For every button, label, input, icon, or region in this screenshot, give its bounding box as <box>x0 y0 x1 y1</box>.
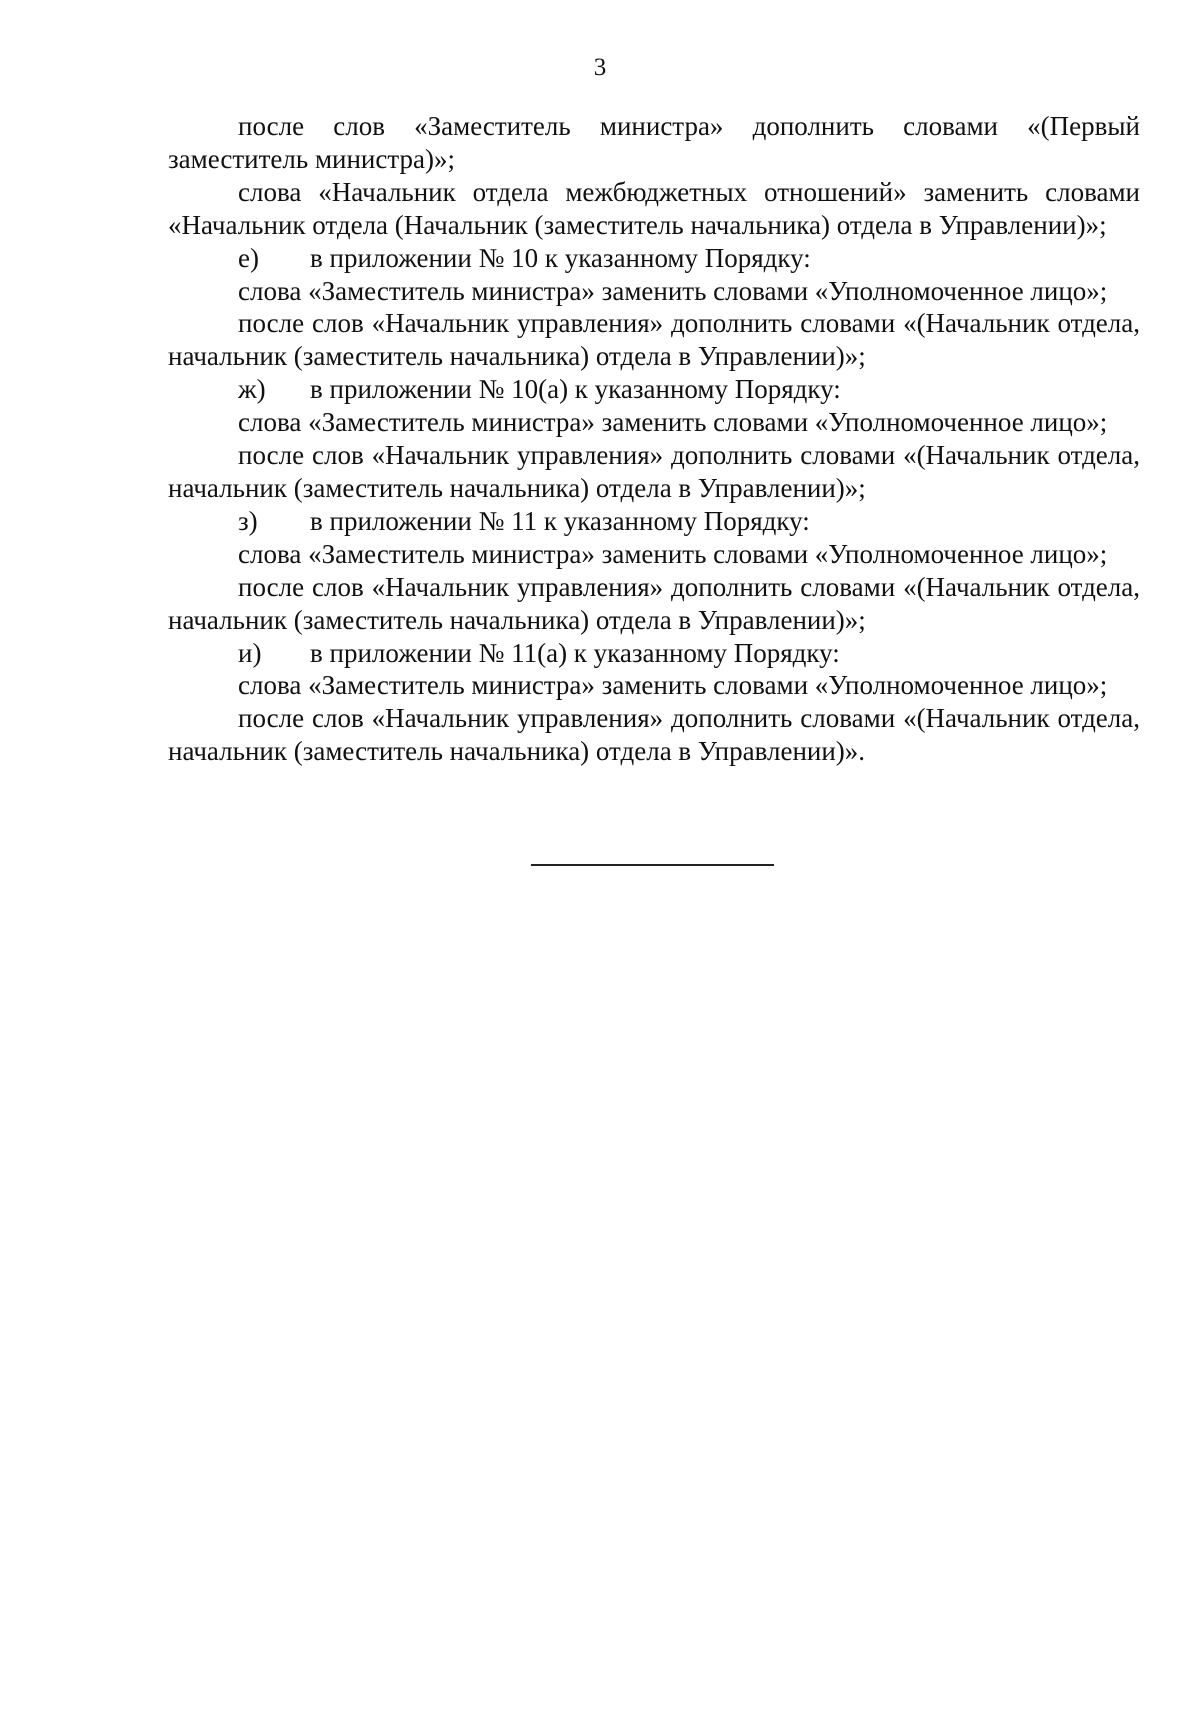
item-heading <box>168 242 1140 275</box>
item-marker: з) <box>238 505 258 536</box>
paragraph-replace-head-of-department: слова «Начальник отдела межбюджетных отношений» заменить словами «Начальник отдела (Начальник (заместитель начальника) отдела в Управлении)»; <box>168 176 1140 240</box>
item-append-text: после слов «Начальник управления» дополнить словами «(Начальник отдела, начальник (заместитель начальника) отдела в Управлении)»; <box>168 308 1140 372</box>
item-replace-text: слова «Заместитель министра» заменить словами «Уполномоченное лицо»; <box>238 407 1108 438</box>
item-replace-text: слова «Заместитель министра» заменить словами «Уполномоченное лицо»; <box>238 538 1108 569</box>
item-marker: и) <box>238 637 262 668</box>
item-append-text: после слов «Начальник управления» дополнить словами «(Начальник отдела, начальник (заместитель начальника) отдела в Управлении)»; <box>168 571 1140 635</box>
item-heading-text: в приложении № 11 к указанному Порядку: <box>310 505 810 536</box>
list-item-zh <box>168 373 1140 505</box>
document-body <box>168 110 1140 768</box>
item-heading-text: в приложении № 10(а) к указанному Порядку: <box>310 374 841 405</box>
item-replace-text: слова «Заместитель министра» заменить словами «Уполномоченное лицо»; <box>238 670 1108 701</box>
item-heading <box>168 637 1140 670</box>
item-heading-text: в приложении № 10 к указанному Порядку: <box>310 242 811 273</box>
page-number: 3 <box>593 54 607 81</box>
item-replace-text: слова «Заместитель министра» заменить словами «Уполномоченное лицо»; <box>238 275 1108 306</box>
item-heading <box>168 373 1140 406</box>
list-item-e <box>168 242 1140 374</box>
item-append-text: после слов «Начальник управления» дополнить словами «(Начальник отдела, начальник (заместитель начальника) отдела в Управлении)»; <box>168 440 1140 503</box>
item-marker: ж) <box>238 374 266 405</box>
item-append-text: после слов «Начальник управления» дополнить словами «(Начальник отдела, начальник (заместитель начальника) отдела в Управлении)». <box>168 703 1140 767</box>
list-item-i <box>168 637 1140 769</box>
paragraph-add-first-deputy: после слов «Заместитель министра» дополнить словами «(Первый заместитель министра)»; <box>168 111 1140 174</box>
item-heading-text: в приложении № 11(а) к указанному Порядку: <box>310 637 840 668</box>
item-marker: е) <box>238 242 259 273</box>
end-of-document-rule <box>531 864 774 866</box>
item-heading <box>168 505 1140 538</box>
list-item-z <box>168 505 1140 637</box>
